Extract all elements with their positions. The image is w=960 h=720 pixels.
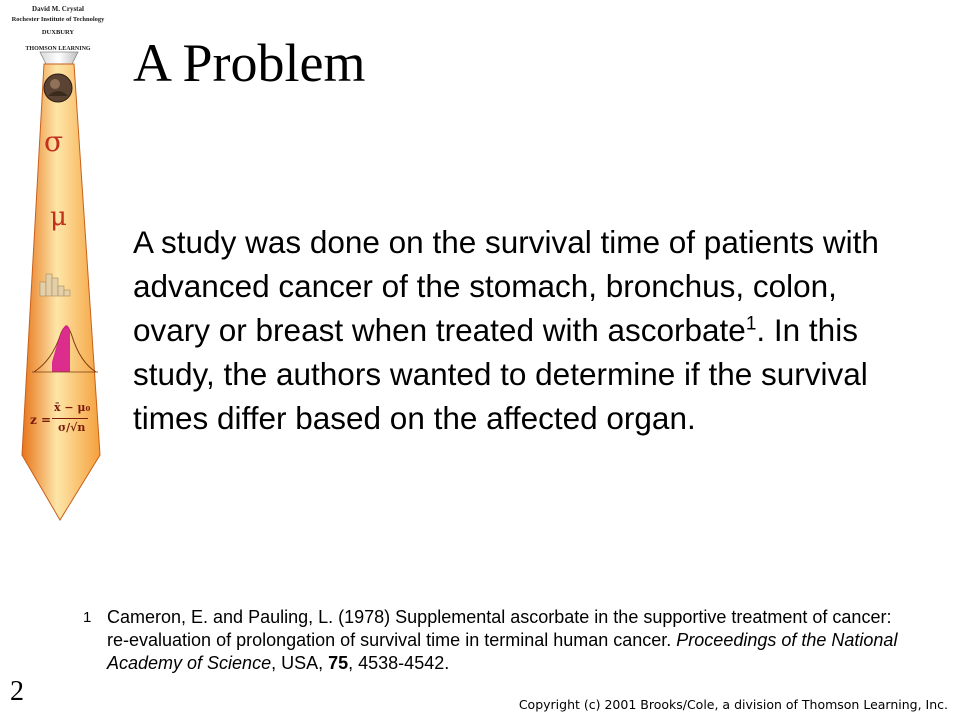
author-credit: David M. Crystal [32, 5, 84, 13]
citation-journal: Proceedings of the National Academy of Science [107, 630, 898, 673]
citation-volume: 75 [328, 653, 349, 673]
citation-location: , USA, [271, 653, 329, 673]
publisher-group-credit: THOMSON LEARNING [25, 46, 91, 52]
body-text-part2: . In this study, the authors wanted to determine if the survival times differ based on the affected organ. [133, 312, 868, 436]
footnote-marker: 1 [83, 609, 92, 626]
page-number: 2 [10, 676, 24, 707]
copyright-notice: Copyright (c) 2001 Brooks/Cole, a division of Thomson Learning, Inc. [518, 697, 948, 712]
footnote-citation [107, 606, 907, 675]
reference-marker: 1 [745, 313, 757, 335]
publisher-credit: DUXBURY [41, 29, 75, 36]
institution-credit: Rochester Institute of Technology [11, 16, 105, 23]
formula-numerator: x̄ − μ₀ [54, 401, 91, 414]
formula-fraction-bar [52, 418, 88, 419]
citation-pages: , 4538-4542. [348, 653, 450, 673]
sigma-symbol: σ [44, 125, 64, 158]
mu-symbol: μ [50, 202, 67, 232]
citation-authors-title: Cameron, E. and Pauling, L. (1978) Supplemental ascorbate in the supportive treatment of cancer: re-evaluation of prolongation of survival time in terminal human cancer. [107, 607, 892, 650]
formula-z-label: z = [30, 413, 52, 427]
formula-denominator: σ/√n [58, 421, 86, 434]
portrait-photo [44, 74, 72, 102]
tie-graphic [0, 0, 115, 720]
body-text-part1: A study was done on the survival time of patients with advanced cancer of the stomach, bronchus, colon, ovary or breast when treated with ascorbate [133, 224, 879, 348]
slide-title: A Problem [133, 33, 366, 93]
problem-description [133, 220, 903, 440]
